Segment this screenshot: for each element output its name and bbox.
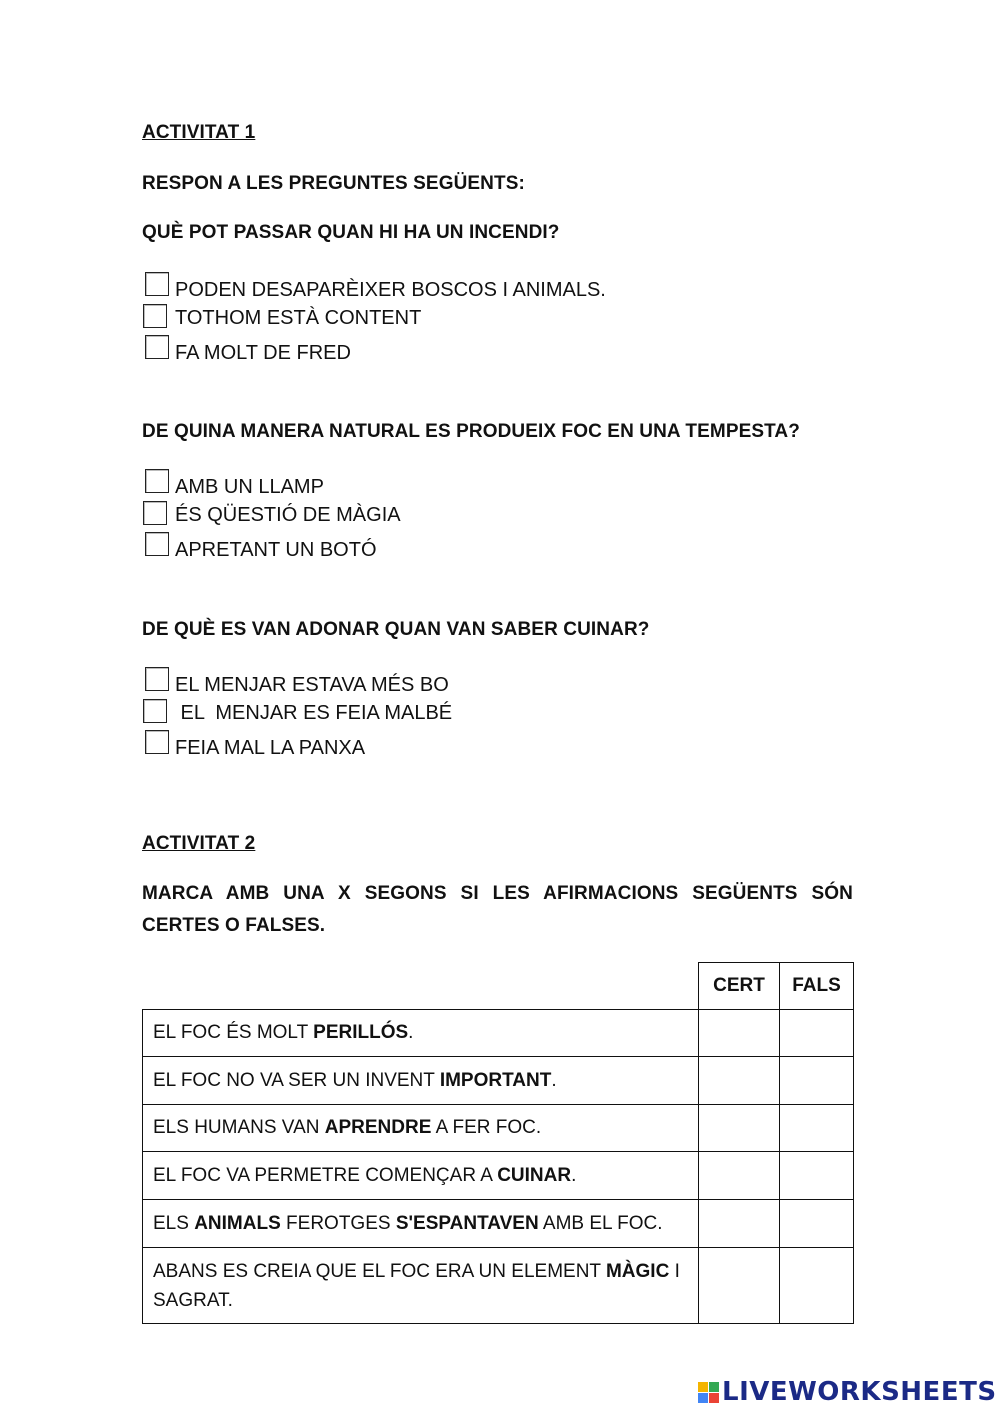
fals-answer-cell[interactable] [780, 1010, 854, 1057]
cert-answer-cell[interactable] [699, 1010, 780, 1057]
q3-option3-label: FEIA MAL LA PANXA [175, 737, 366, 759]
fals-answer-cell[interactable] [780, 1057, 854, 1105]
question-1: QUÈ POT PASSAR QUAN HI HA UN INCENDI? [142, 222, 560, 243]
statement-cell: EL FOC NO VA SER UN INVENT IMPORTANT. [143, 1057, 699, 1105]
liveworksheets-logo [698, 1377, 997, 1407]
activity1-title: ACTIVITAT 1 [142, 122, 256, 143]
question-3: DE QUÈ ES VAN ADONAR QUAN VAN SABER CUINAR? [142, 619, 650, 640]
statement-cell: ELS HUMANS VAN APRENDRE A FER FOC. [143, 1105, 699, 1152]
q3-option1-label: EL MENJAR ESTAVA MÉS BO [175, 674, 449, 696]
q1-option2-checkbox[interactable] [143, 304, 167, 328]
fals-answer-cell[interactable] [780, 1152, 854, 1200]
fals-answer-cell[interactable] [780, 1105, 854, 1152]
activity2-instruction-line2: CERTES O FALSES. [142, 915, 326, 936]
column-header-fals: FALS [780, 963, 854, 1010]
cert-answer-cell[interactable] [699, 1200, 780, 1248]
q1-option1-checkbox[interactable] [145, 272, 169, 296]
activity2-instruction-line1: MARCA AMB UNA X SEGONS SI LES AFIRMACIONS SEGÜENTS SÓN [142, 883, 853, 904]
q2-option3-checkbox[interactable] [145, 532, 169, 556]
question-2: DE QUINA MANERA NATURAL ES PRODUEIX FOC EN UNA TEMPESTA? [142, 421, 800, 442]
true-false-table [142, 962, 854, 1324]
activity1-instruction: RESPON A LES PREGUNTES SEGÜENTS: [142, 173, 525, 194]
q3-option3-checkbox[interactable] [145, 730, 169, 754]
table-row [143, 1057, 854, 1105]
q3-option2-checkbox[interactable] [143, 699, 167, 723]
fals-answer-cell[interactable] [780, 1248, 854, 1324]
table-corner [143, 963, 699, 1010]
q1-option3-label: FA MOLT DE FRED [175, 342, 351, 364]
statement-cell: EL FOC ÉS MOLT PERILLÓS. [143, 1010, 699, 1057]
q2-option2-label: ÉS QÜESTIÓ DE MÀGIA [175, 504, 401, 526]
table-row [143, 1105, 854, 1152]
table-row [143, 1152, 854, 1200]
table-header-row [143, 963, 854, 1010]
q1-option1-label: PODEN DESAPARÈIXER BOSCOS I ANIMALS. [175, 279, 606, 301]
cert-answer-cell[interactable] [699, 1248, 780, 1324]
logo-text: LIVEWORKSHEETS [722, 1377, 997, 1407]
q1-option3-checkbox[interactable] [145, 335, 169, 359]
statement-cell: ELS ANIMALS FEROTGES S'ESPANTAVEN AMB EL FOC. [143, 1200, 699, 1248]
q3-option2-label: EL MENJAR ES FEIA MALBÉ [175, 702, 453, 724]
fals-answer-cell[interactable] [780, 1200, 854, 1248]
cert-answer-cell[interactable] [699, 1057, 780, 1105]
activity2-title: ACTIVITAT 2 [142, 833, 256, 854]
q2-option3-label: APRETANT UN BOTÓ [175, 539, 377, 561]
table-row [143, 1248, 854, 1324]
q2-option2-checkbox[interactable] [143, 501, 167, 525]
statement-cell: EL FOC VA PERMETRE COMENÇAR A CUINAR. [143, 1152, 699, 1200]
cert-answer-cell[interactable] [699, 1152, 780, 1200]
statement-cell: ABANS ES CREIA QUE EL FOC ERA UN ELEMENT MÀGIC I SAGRAT. [143, 1248, 699, 1324]
q2-option1-label: AMB UN LLAMP [175, 476, 324, 498]
q3-option1-checkbox[interactable] [145, 667, 169, 691]
q2-option1-checkbox[interactable] [145, 469, 169, 493]
q1-option2-label: TOTHOM ESTÀ CONTENT [175, 307, 422, 329]
column-header-cert: CERT [699, 963, 780, 1010]
table-row [143, 1200, 854, 1248]
cert-answer-cell[interactable] [699, 1105, 780, 1152]
table-row [143, 1010, 854, 1057]
liveworksheets-mark-icon [698, 1382, 719, 1403]
